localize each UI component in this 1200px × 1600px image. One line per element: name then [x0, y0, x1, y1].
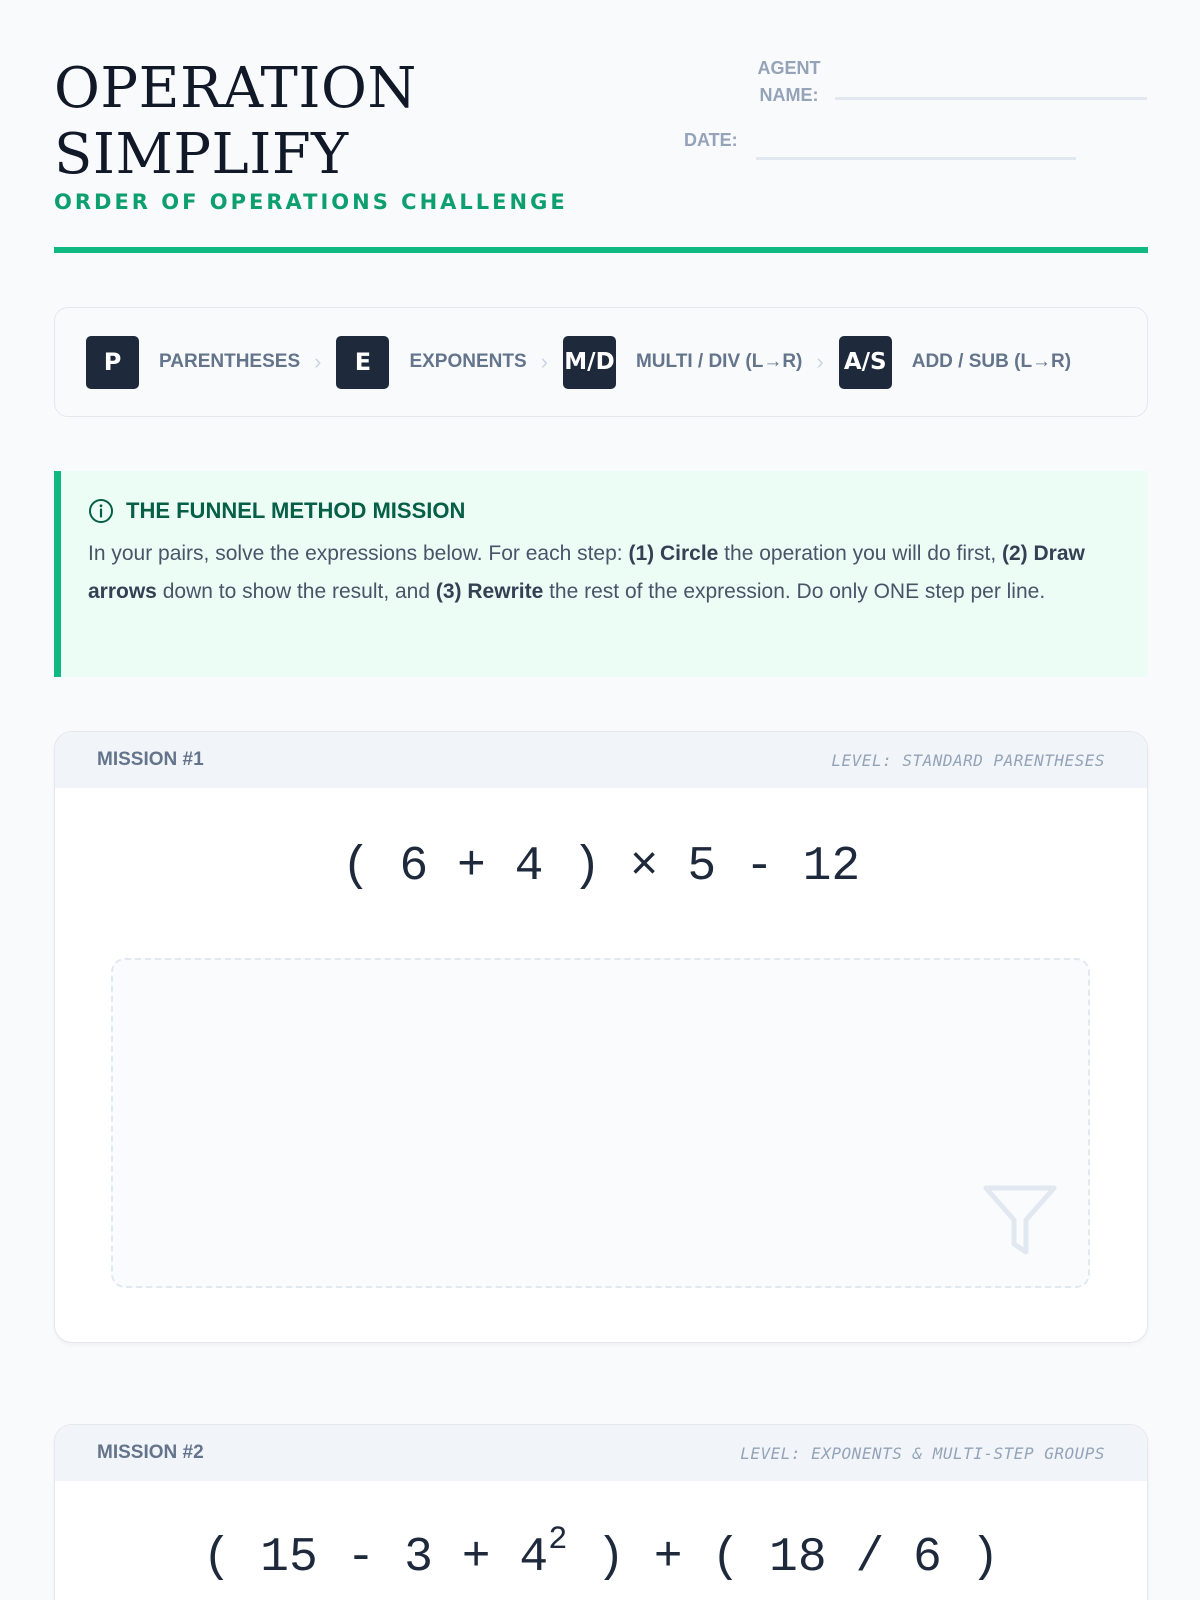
chevron-right-icon: ›	[816, 349, 824, 374]
step-label-add-subtract: ADD / SUB (L→R)	[911, 351, 1072, 372]
badge-p: P	[86, 336, 139, 389]
step2-keyword: Draw arrows	[88, 542, 1085, 603]
page-subtitle: ORDER OF OPERATIONS CHALLENGE	[54, 190, 568, 214]
step3-keyword: Rewrite	[467, 580, 544, 603]
step2-text: down to show the result, and	[156, 580, 436, 603]
mission-2-expression-part-2: ) + ( 18 / 6 )	[567, 1531, 1000, 1585]
step3-number: (3)	[435, 580, 462, 603]
badge-as: A/S	[839, 336, 892, 389]
date-field[interactable]	[756, 157, 1076, 160]
info-circle-icon	[88, 498, 114, 524]
chevron-right-icon: ›	[540, 349, 548, 374]
instructions-intro: In your pairs, solve the expressions below. For each step:	[88, 542, 629, 565]
step1-number: (1)	[628, 542, 655, 565]
step-label-multiply-divide: MULTI / DIV (L→R)	[635, 351, 803, 372]
header-divider	[54, 247, 1148, 253]
step3-text: the rest of the expression. Do only ONE step per line.	[543, 580, 1046, 603]
instructions-text	[88, 535, 1118, 611]
mission-1-header	[55, 732, 1147, 788]
step2-number: (2)	[1002, 542, 1028, 565]
mission-2-expression	[55, 1521, 1147, 1585]
mission-card-1	[54, 731, 1148, 1343]
mission-card-2	[54, 1424, 1148, 1600]
instructions-header	[88, 498, 1118, 524]
mission-2-header	[55, 1425, 1147, 1481]
agent-label-line-1: AGENT	[757, 58, 821, 78]
step-label-parentheses: PARENTHESES	[159, 351, 301, 372]
title-line-1: OPERATION	[54, 56, 417, 121]
agent-name-field[interactable]	[835, 97, 1147, 100]
mission-1-expression: ( 6 + 4 ) × 5 - 12	[341, 840, 861, 894]
agent-name-label	[745, 55, 833, 109]
badge-md: M/D	[563, 336, 616, 389]
mission-2-expression-part-1: ( 15 - 3 + 4	[202, 1531, 549, 1585]
pemdas-step-multiply-divide	[563, 336, 802, 389]
agent-label-line-2: NAME:	[759, 85, 819, 105]
mission-2-label: MISSION #2	[97, 1442, 204, 1463]
mission-2-level: LEVEL: EXPONENTS & MULTI-STEP GROUPS	[740, 1443, 1105, 1463]
date-label: DATE:	[684, 130, 738, 150]
badge-e: E	[336, 336, 389, 389]
step1-keyword: Circle	[659, 542, 719, 565]
mission-2-exponent: 2	[548, 1521, 568, 1558]
funnel-icon	[982, 1184, 1058, 1256]
mission-1-work-area[interactable]	[111, 958, 1090, 1288]
chevron-right-icon: ›	[314, 349, 322, 374]
step1-text: the operation you will do first,	[718, 542, 1002, 565]
page-title	[54, 56, 417, 188]
instructions-title: THE FUNNEL METHOD MISSION	[126, 498, 466, 523]
step-label-exponents: EXPONENTS	[409, 351, 527, 372]
pemdas-step-exponents	[336, 336, 526, 389]
pemdas-bar	[54, 307, 1148, 417]
pemdas-step-parentheses	[86, 336, 300, 389]
title-line-2: SIMPLIFY	[54, 122, 349, 187]
mission-1-label: MISSION #1	[97, 749, 204, 770]
pemdas-step-add-subtract	[839, 336, 1071, 389]
instructions-box	[54, 471, 1148, 677]
mission-1-level: LEVEL: STANDARD PARENTHESES	[831, 750, 1105, 770]
